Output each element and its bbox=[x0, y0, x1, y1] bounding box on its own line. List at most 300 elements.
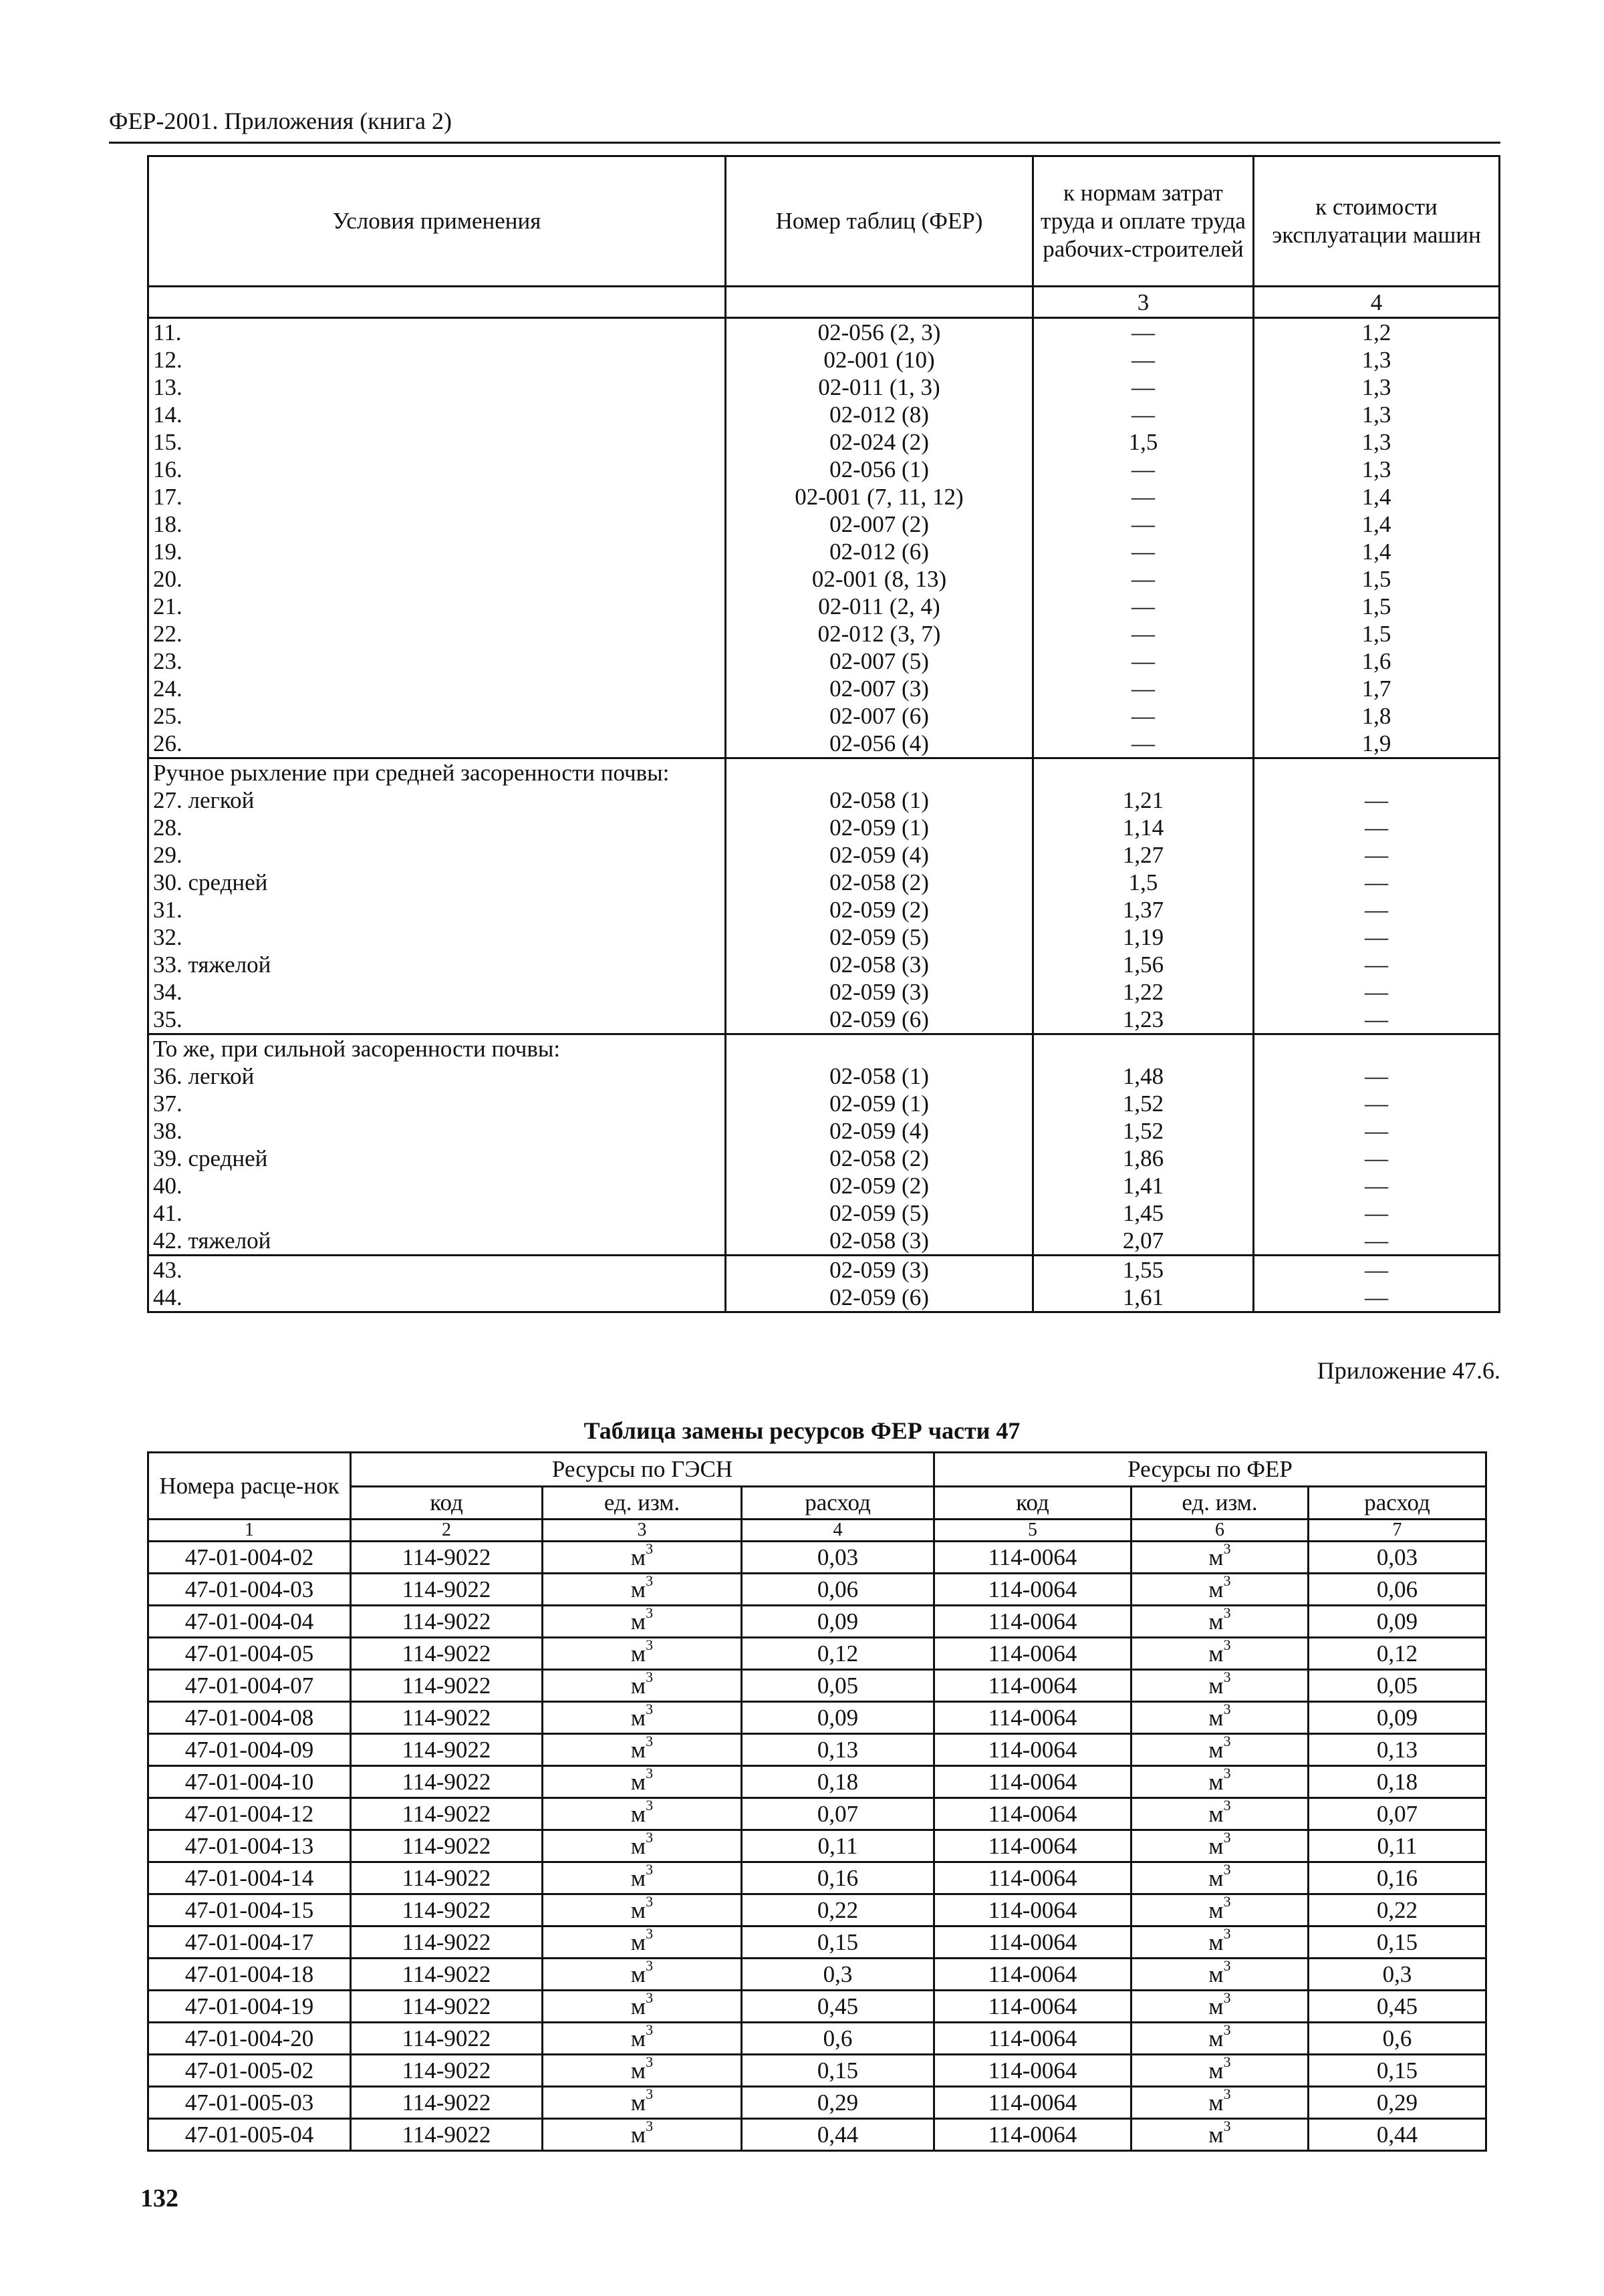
unit-base: м bbox=[630, 1832, 646, 1859]
table-row bbox=[148, 1145, 1500, 1172]
col-header-gesn: Ресурсы по ГЭСН bbox=[351, 1453, 934, 1487]
unit-base: м bbox=[1208, 1961, 1224, 1987]
col-header-rate-numbers: Номера расце-нок bbox=[148, 1453, 351, 1520]
fer-code: 114-0064 bbox=[934, 2055, 1131, 2087]
gesn-code: 114-9022 bbox=[351, 1926, 543, 1959]
unit-superscript: 3 bbox=[1223, 1924, 1231, 1942]
unit-superscript: 3 bbox=[646, 2053, 654, 2070]
col-header-table-numbers: Номер таблиц (ФЕР) bbox=[726, 156, 1033, 287]
row-labor-coefficient: — bbox=[1033, 538, 1254, 565]
row-labor-coefficient: — bbox=[1033, 730, 1254, 758]
unit-cell bbox=[543, 1798, 742, 1830]
unit-base: м bbox=[630, 1576, 646, 1602]
row-machine-coefficient: — bbox=[1254, 951, 1500, 978]
table-row bbox=[148, 1734, 1486, 1766]
unit-superscript: 3 bbox=[646, 1540, 654, 1557]
fer-code: 114-0064 bbox=[934, 1862, 1131, 1894]
row-machine-coefficient: 1,9 bbox=[1254, 730, 1500, 758]
gesn-code: 114-9022 bbox=[351, 2023, 543, 2055]
unit-base: м bbox=[630, 2121, 646, 2148]
col-header-labor: к нормам затрат труда и оплате труда рабочих-строителей bbox=[1033, 156, 1254, 287]
row-machine-coefficient: — bbox=[1254, 1062, 1500, 1090]
row-label: 20. bbox=[148, 565, 726, 593]
col-header-gesn-consumption: расход bbox=[742, 1487, 934, 1520]
unit-cell bbox=[1131, 1734, 1309, 1766]
fer-consumption: 0,15 bbox=[1309, 2055, 1486, 2087]
row-machine-coefficient: — bbox=[1254, 1227, 1500, 1256]
unit-cell bbox=[543, 1862, 742, 1894]
table-row bbox=[148, 1006, 1500, 1034]
row-table-number: 02-011 (1, 3) bbox=[726, 374, 1033, 401]
table-row bbox=[148, 1574, 1486, 1606]
unit-cell bbox=[1131, 2023, 1309, 2055]
col-number: 5 bbox=[934, 1520, 1131, 1542]
row-machine-coefficient: 1,2 bbox=[1254, 318, 1500, 347]
gesn-code: 114-9022 bbox=[351, 2087, 543, 2119]
unit-superscript: 3 bbox=[1223, 2085, 1231, 2102]
gesn-consumption: 0,13 bbox=[742, 1734, 934, 1766]
unit-base: м bbox=[1208, 2089, 1224, 2116]
fer-code: 114-0064 bbox=[934, 1959, 1131, 1991]
unit-cell bbox=[543, 1926, 742, 1959]
coefficients-table bbox=[147, 155, 1500, 1313]
row-machine-coefficient: — bbox=[1254, 786, 1500, 814]
row-labor-coefficient: 1,61 bbox=[1033, 1284, 1254, 1312]
row-table-number: 02-024 (2) bbox=[726, 428, 1033, 456]
rate-number: 47-01-004-09 bbox=[148, 1734, 351, 1766]
row-table-number: 02-058 (2) bbox=[726, 869, 1033, 896]
table-row bbox=[148, 786, 1500, 814]
row-machine-coefficient: 1,4 bbox=[1254, 483, 1500, 511]
row-table-number: 02-059 (5) bbox=[726, 923, 1033, 951]
row-table-number: 02-058 (2) bbox=[726, 1145, 1033, 1172]
row-labor-coefficient: 1,23 bbox=[1033, 1006, 1254, 1034]
unit-superscript: 3 bbox=[1223, 2021, 1231, 2038]
row-table-number: 02-059 (2) bbox=[726, 1172, 1033, 1199]
section-empty-cell bbox=[726, 758, 1033, 787]
table-row bbox=[148, 1830, 1486, 1862]
gesn-code: 114-9022 bbox=[351, 1991, 543, 2023]
row-machine-coefficient: 1,4 bbox=[1254, 511, 1500, 538]
unit-base: м bbox=[630, 2089, 646, 2116]
fer-code: 114-0064 bbox=[934, 2023, 1131, 2055]
unit-superscript: 3 bbox=[646, 1989, 654, 2006]
unit-superscript: 3 bbox=[1223, 2053, 1231, 2070]
unit-superscript: 3 bbox=[646, 2117, 654, 2134]
col-number-empty bbox=[148, 287, 726, 318]
unit-superscript: 3 bbox=[1223, 1540, 1231, 1557]
table-row bbox=[148, 1172, 1500, 1199]
row-label: 40. bbox=[148, 1172, 726, 1199]
gesn-code: 114-9022 bbox=[351, 1542, 543, 1574]
table-row bbox=[148, 675, 1500, 702]
row-label: 35. bbox=[148, 1006, 726, 1034]
row-machine-coefficient: 1,3 bbox=[1254, 428, 1500, 456]
unit-base: м bbox=[630, 1736, 646, 1763]
row-label: 31. bbox=[148, 896, 726, 923]
gesn-code: 114-9022 bbox=[351, 1830, 543, 1862]
row-label: 23. bbox=[148, 648, 726, 675]
row-labor-coefficient: — bbox=[1033, 593, 1254, 620]
unit-superscript: 3 bbox=[1223, 1604, 1231, 1621]
row-table-number: 02-001 (10) bbox=[726, 346, 1033, 374]
gesn-consumption: 0,15 bbox=[742, 1926, 934, 1959]
section-empty-cell bbox=[1254, 758, 1500, 787]
unit-superscript: 3 bbox=[646, 1957, 654, 1974]
table-row bbox=[148, 1766, 1486, 1798]
fer-code: 114-0064 bbox=[934, 1542, 1131, 1574]
row-table-number: 02-058 (1) bbox=[726, 786, 1033, 814]
unit-superscript: 3 bbox=[1223, 1572, 1231, 1589]
row-machine-coefficient: 1,3 bbox=[1254, 401, 1500, 428]
table-row bbox=[148, 1959, 1486, 1991]
gesn-code: 114-9022 bbox=[351, 1670, 543, 1702]
gesn-code: 114-9022 bbox=[351, 1862, 543, 1894]
unit-base: м bbox=[1208, 2057, 1224, 2084]
table-row bbox=[148, 318, 1500, 347]
row-label: 37. bbox=[148, 1090, 726, 1117]
unit-superscript: 3 bbox=[646, 1572, 654, 1589]
gesn-code: 114-9022 bbox=[351, 1798, 543, 1830]
row-labor-coefficient: — bbox=[1033, 401, 1254, 428]
fer-consumption: 0,06 bbox=[1309, 1574, 1486, 1606]
unit-cell bbox=[1131, 2119, 1309, 2151]
row-machine-coefficient: 1,8 bbox=[1254, 702, 1500, 730]
unit-superscript: 3 bbox=[646, 2085, 654, 2102]
fer-consumption: 0,6 bbox=[1309, 2023, 1486, 2055]
gesn-consumption: 0,45 bbox=[742, 1991, 934, 2023]
gesn-code: 114-9022 bbox=[351, 2055, 543, 2087]
row-labor-coefficient: 1,5 bbox=[1033, 428, 1254, 456]
unit-superscript: 3 bbox=[1223, 1828, 1231, 1846]
rate-number: 47-01-005-03 bbox=[148, 2087, 351, 2119]
rate-number: 47-01-005-04 bbox=[148, 2119, 351, 2151]
fer-code: 114-0064 bbox=[934, 2087, 1131, 2119]
unit-cell bbox=[1131, 1606, 1309, 1638]
unit-superscript: 3 bbox=[646, 1636, 654, 1653]
col-number: 3 bbox=[543, 1520, 742, 1542]
col-number: 2 bbox=[351, 1520, 543, 1542]
row-label: 15. bbox=[148, 428, 726, 456]
rate-number: 47-01-004-18 bbox=[148, 1959, 351, 1991]
row-table-number: 02-059 (1) bbox=[726, 1090, 1033, 1117]
rate-number: 47-01-004-20 bbox=[148, 2023, 351, 2055]
gesn-consumption: 0,12 bbox=[742, 1638, 934, 1670]
unit-base: м bbox=[1208, 1608, 1224, 1634]
unit-cell bbox=[543, 1959, 742, 1991]
table-row bbox=[148, 1256, 1500, 1284]
row-table-number: 02-007 (3) bbox=[726, 675, 1033, 702]
table-row bbox=[148, 923, 1500, 951]
table-row bbox=[148, 1702, 1486, 1734]
table-row bbox=[148, 1117, 1500, 1145]
row-table-number: 02-056 (1) bbox=[726, 456, 1033, 483]
col-number: 1 bbox=[148, 1520, 351, 1542]
unit-cell bbox=[543, 1991, 742, 2023]
unit-base: м bbox=[630, 2057, 646, 2084]
table-row bbox=[148, 1062, 1500, 1090]
row-machine-coefficient: — bbox=[1254, 1090, 1500, 1117]
gesn-consumption: 0,44 bbox=[742, 2119, 934, 2151]
gesn-consumption: 0,09 bbox=[742, 1702, 934, 1734]
row-machine-coefficient: — bbox=[1254, 978, 1500, 1006]
row-labor-coefficient: — bbox=[1033, 565, 1254, 593]
unit-base: м bbox=[1208, 1672, 1224, 1699]
row-labor-coefficient: 1,21 bbox=[1033, 786, 1254, 814]
row-table-number: 02-012 (3, 7) bbox=[726, 620, 1033, 648]
table-row bbox=[148, 456, 1500, 483]
row-table-number: 02-007 (5) bbox=[726, 648, 1033, 675]
table-row bbox=[148, 2087, 1486, 2119]
unit-cell bbox=[1131, 1862, 1309, 1894]
unit-cell bbox=[1131, 1991, 1309, 2023]
row-label: 22. bbox=[148, 620, 726, 648]
gesn-consumption: 0,05 bbox=[742, 1670, 934, 1702]
fer-code: 114-0064 bbox=[934, 1670, 1131, 1702]
fer-consumption: 0,09 bbox=[1309, 1702, 1486, 1734]
rate-number: 47-01-004-05 bbox=[148, 1638, 351, 1670]
fer-consumption: 0,07 bbox=[1309, 1798, 1486, 1830]
col-header-fer-unit: ед. изм. bbox=[1131, 1487, 1309, 1520]
table-row bbox=[148, 483, 1500, 511]
unit-base: м bbox=[630, 1544, 646, 1570]
row-labor-coefficient: 1,45 bbox=[1033, 1199, 1254, 1227]
row-label: 18. bbox=[148, 511, 726, 538]
row-labor-coefficient: 1,27 bbox=[1033, 841, 1254, 869]
table-row bbox=[148, 2023, 1486, 2055]
row-machine-coefficient: 1,6 bbox=[1254, 648, 1500, 675]
row-machine-coefficient: — bbox=[1254, 1172, 1500, 1199]
unit-base: м bbox=[630, 1768, 646, 1795]
row-labor-coefficient: 1,19 bbox=[1033, 923, 1254, 951]
row-table-number: 02-011 (2, 4) bbox=[726, 593, 1033, 620]
row-labor-coefficient: — bbox=[1033, 620, 1254, 648]
table-row bbox=[148, 702, 1500, 730]
row-label: 25. bbox=[148, 702, 726, 730]
row-table-number: 02-059 (5) bbox=[726, 1199, 1033, 1227]
row-label: 29. bbox=[148, 841, 726, 869]
table-row bbox=[148, 401, 1500, 428]
gesn-consumption: 0,07 bbox=[742, 1798, 934, 1830]
unit-base: м bbox=[1208, 2025, 1224, 2051]
row-machine-coefficient: 1,5 bbox=[1254, 620, 1500, 648]
unit-cell bbox=[543, 2055, 742, 2087]
row-label: 32. bbox=[148, 923, 726, 951]
table-row bbox=[148, 1542, 1486, 1574]
unit-superscript: 3 bbox=[1223, 1989, 1231, 2006]
row-labor-coefficient: 1,37 bbox=[1033, 896, 1254, 923]
gesn-consumption: 0,11 bbox=[742, 1830, 934, 1862]
gesn-consumption: 0,03 bbox=[742, 1542, 934, 1574]
fer-code: 114-0064 bbox=[934, 1894, 1131, 1926]
gesn-code: 114-9022 bbox=[351, 1574, 543, 1606]
row-label: 28. bbox=[148, 814, 726, 841]
col-number-machines: 4 bbox=[1254, 287, 1500, 318]
table-row bbox=[148, 1991, 1486, 2023]
row-labor-coefficient: 1,5 bbox=[1033, 869, 1254, 896]
unit-base: м bbox=[1208, 2121, 1224, 2148]
row-labor-coefficient: — bbox=[1033, 346, 1254, 374]
row-machine-coefficient: — bbox=[1254, 1284, 1500, 1312]
row-labor-coefficient: 1,86 bbox=[1033, 1145, 1254, 1172]
unit-cell bbox=[543, 1734, 742, 1766]
row-machine-coefficient: 1,4 bbox=[1254, 538, 1500, 565]
gesn-code: 114-9022 bbox=[351, 1638, 543, 1670]
replacement-table bbox=[147, 1451, 1487, 2152]
gesn-consumption: 0,06 bbox=[742, 1574, 934, 1606]
row-machine-coefficient: — bbox=[1254, 1006, 1500, 1034]
row-label: 12. bbox=[148, 346, 726, 374]
unit-superscript: 3 bbox=[1223, 1700, 1231, 1717]
unit-cell bbox=[1131, 1670, 1309, 1702]
row-label: 38. bbox=[148, 1117, 726, 1145]
unit-superscript: 3 bbox=[646, 1828, 654, 1846]
row-machine-coefficient: — bbox=[1254, 1199, 1500, 1227]
section-empty-cell bbox=[1033, 758, 1254, 787]
row-table-number: 02-012 (6) bbox=[726, 538, 1033, 565]
gesn-code: 114-9022 bbox=[351, 1959, 543, 1991]
rate-number: 47-01-004-08 bbox=[148, 1702, 351, 1734]
row-machine-coefficient: — bbox=[1254, 896, 1500, 923]
col-number-empty bbox=[726, 287, 1033, 318]
row-label: 42. тяжелой bbox=[148, 1227, 726, 1256]
row-table-number: 02-059 (3) bbox=[726, 1256, 1033, 1284]
unit-cell bbox=[1131, 1894, 1309, 1926]
page-header: ФЕР-2001. Приложения (книга 2) bbox=[109, 108, 452, 134]
row-table-number: 02-056 (2, 3) bbox=[726, 318, 1033, 347]
unit-base: м bbox=[1208, 1768, 1224, 1795]
table-row bbox=[148, 511, 1500, 538]
unit-cell bbox=[543, 2119, 742, 2151]
row-label: 34. bbox=[148, 978, 726, 1006]
fer-code: 114-0064 bbox=[934, 1991, 1131, 2023]
row-labor-coefficient: 1,48 bbox=[1033, 1062, 1254, 1090]
unit-base: м bbox=[630, 1993, 646, 2019]
unit-base: м bbox=[1208, 1864, 1224, 1891]
fer-code: 114-0064 bbox=[934, 1638, 1131, 1670]
table-row bbox=[148, 1798, 1486, 1830]
unit-base: м bbox=[630, 1640, 646, 1667]
row-table-number: 02-059 (4) bbox=[726, 841, 1033, 869]
row-labor-coefficient: 2,07 bbox=[1033, 1227, 1254, 1256]
row-labor-coefficient: — bbox=[1033, 702, 1254, 730]
unit-base: м bbox=[630, 1704, 646, 1731]
row-label: 36. легкой bbox=[148, 1062, 726, 1090]
row-label: 30. средней bbox=[148, 869, 726, 896]
col-header-fer-code: код bbox=[934, 1487, 1131, 1520]
table-row bbox=[148, 1606, 1486, 1638]
section-empty-cell bbox=[726, 1034, 1033, 1063]
fer-code: 114-0064 bbox=[934, 1574, 1131, 1606]
unit-cell bbox=[543, 1894, 742, 1926]
row-label: 16. bbox=[148, 456, 726, 483]
row-label: 43. bbox=[148, 1256, 726, 1284]
unit-base: м bbox=[630, 2025, 646, 2051]
row-labor-coefficient: — bbox=[1033, 483, 1254, 511]
rate-number: 47-01-004-10 bbox=[148, 1766, 351, 1798]
col-header-gesn-unit: ед. изм. bbox=[543, 1487, 742, 1520]
table-row bbox=[148, 538, 1500, 565]
table-row bbox=[148, 565, 1500, 593]
row-machine-coefficient: 1,7 bbox=[1254, 675, 1500, 702]
row-machine-coefficient: — bbox=[1254, 923, 1500, 951]
row-labor-coefficient: 1,52 bbox=[1033, 1090, 1254, 1117]
rate-number: 47-01-005-02 bbox=[148, 2055, 351, 2087]
row-label: 27. легкой bbox=[148, 786, 726, 814]
unit-superscript: 3 bbox=[1223, 1892, 1231, 1910]
fer-code: 114-0064 bbox=[934, 1798, 1131, 1830]
fer-consumption: 0,29 bbox=[1309, 2087, 1486, 2119]
row-labor-coefficient: 1,55 bbox=[1033, 1256, 1254, 1284]
rate-number: 47-01-004-17 bbox=[148, 1926, 351, 1959]
fer-consumption: 0,09 bbox=[1309, 1606, 1486, 1638]
unit-cell bbox=[543, 2023, 742, 2055]
unit-superscript: 3 bbox=[646, 1764, 654, 1781]
rate-number: 47-01-004-03 bbox=[148, 1574, 351, 1606]
table-row bbox=[148, 2119, 1486, 2151]
gesn-code: 114-9022 bbox=[351, 1702, 543, 1734]
gesn-consumption: 0,09 bbox=[742, 1606, 934, 1638]
unit-superscript: 3 bbox=[646, 1892, 654, 1910]
fer-consumption: 0,15 bbox=[1309, 1926, 1486, 1959]
gesn-consumption: 0,15 bbox=[742, 2055, 934, 2087]
unit-base: м bbox=[1208, 1832, 1224, 1859]
fer-consumption: 0,18 bbox=[1309, 1766, 1486, 1798]
unit-base: м bbox=[1208, 1896, 1224, 1923]
row-table-number: 02-059 (2) bbox=[726, 896, 1033, 923]
row-table-number: 02-059 (6) bbox=[726, 1284, 1033, 1312]
unit-superscript: 3 bbox=[646, 1668, 654, 1685]
row-table-number: 02-059 (4) bbox=[726, 1117, 1033, 1145]
unit-superscript: 3 bbox=[1223, 1764, 1231, 1781]
unit-superscript: 3 bbox=[646, 1860, 654, 1878]
row-machine-coefficient: — bbox=[1254, 869, 1500, 896]
appendix-label: Приложение 47.6. bbox=[1317, 1357, 1500, 1384]
unit-superscript: 3 bbox=[1223, 2117, 1231, 2134]
fer-code: 114-0064 bbox=[934, 1702, 1131, 1734]
unit-cell bbox=[543, 1638, 742, 1670]
row-labor-coefficient: 1,22 bbox=[1033, 978, 1254, 1006]
fer-consumption: 0,12 bbox=[1309, 1638, 1486, 1670]
row-label: 41. bbox=[148, 1199, 726, 1227]
unit-cell bbox=[543, 1670, 742, 1702]
row-table-number: 02-007 (2) bbox=[726, 511, 1033, 538]
fer-consumption: 0,11 bbox=[1309, 1830, 1486, 1862]
fer-code: 114-0064 bbox=[934, 1926, 1131, 1959]
table-row bbox=[148, 841, 1500, 869]
row-label: 17. bbox=[148, 483, 726, 511]
row-table-number: 02-058 (3) bbox=[726, 1227, 1033, 1256]
unit-cell bbox=[543, 1830, 742, 1862]
col-header-fer: Ресурсы по ФЕР bbox=[934, 1453, 1486, 1487]
row-label: 21. bbox=[148, 593, 726, 620]
unit-cell bbox=[543, 1702, 742, 1734]
unit-base: м bbox=[1208, 1736, 1224, 1763]
row-table-number: 02-056 (4) bbox=[726, 730, 1033, 758]
col-number-labor: 3 bbox=[1033, 287, 1254, 318]
row-label: 11. bbox=[148, 318, 726, 347]
table-row bbox=[148, 428, 1500, 456]
fer-code: 114-0064 bbox=[934, 1606, 1131, 1638]
unit-base: м bbox=[630, 1896, 646, 1923]
row-machine-coefficient: — bbox=[1254, 1145, 1500, 1172]
col-header-gesn-code: код bbox=[351, 1487, 543, 1520]
row-table-number: 02-001 (7, 11, 12) bbox=[726, 483, 1033, 511]
fer-consumption: 0,3 bbox=[1309, 1959, 1486, 1991]
unit-cell bbox=[1131, 1798, 1309, 1830]
fer-consumption: 0,05 bbox=[1309, 1670, 1486, 1702]
table-row bbox=[148, 374, 1500, 401]
